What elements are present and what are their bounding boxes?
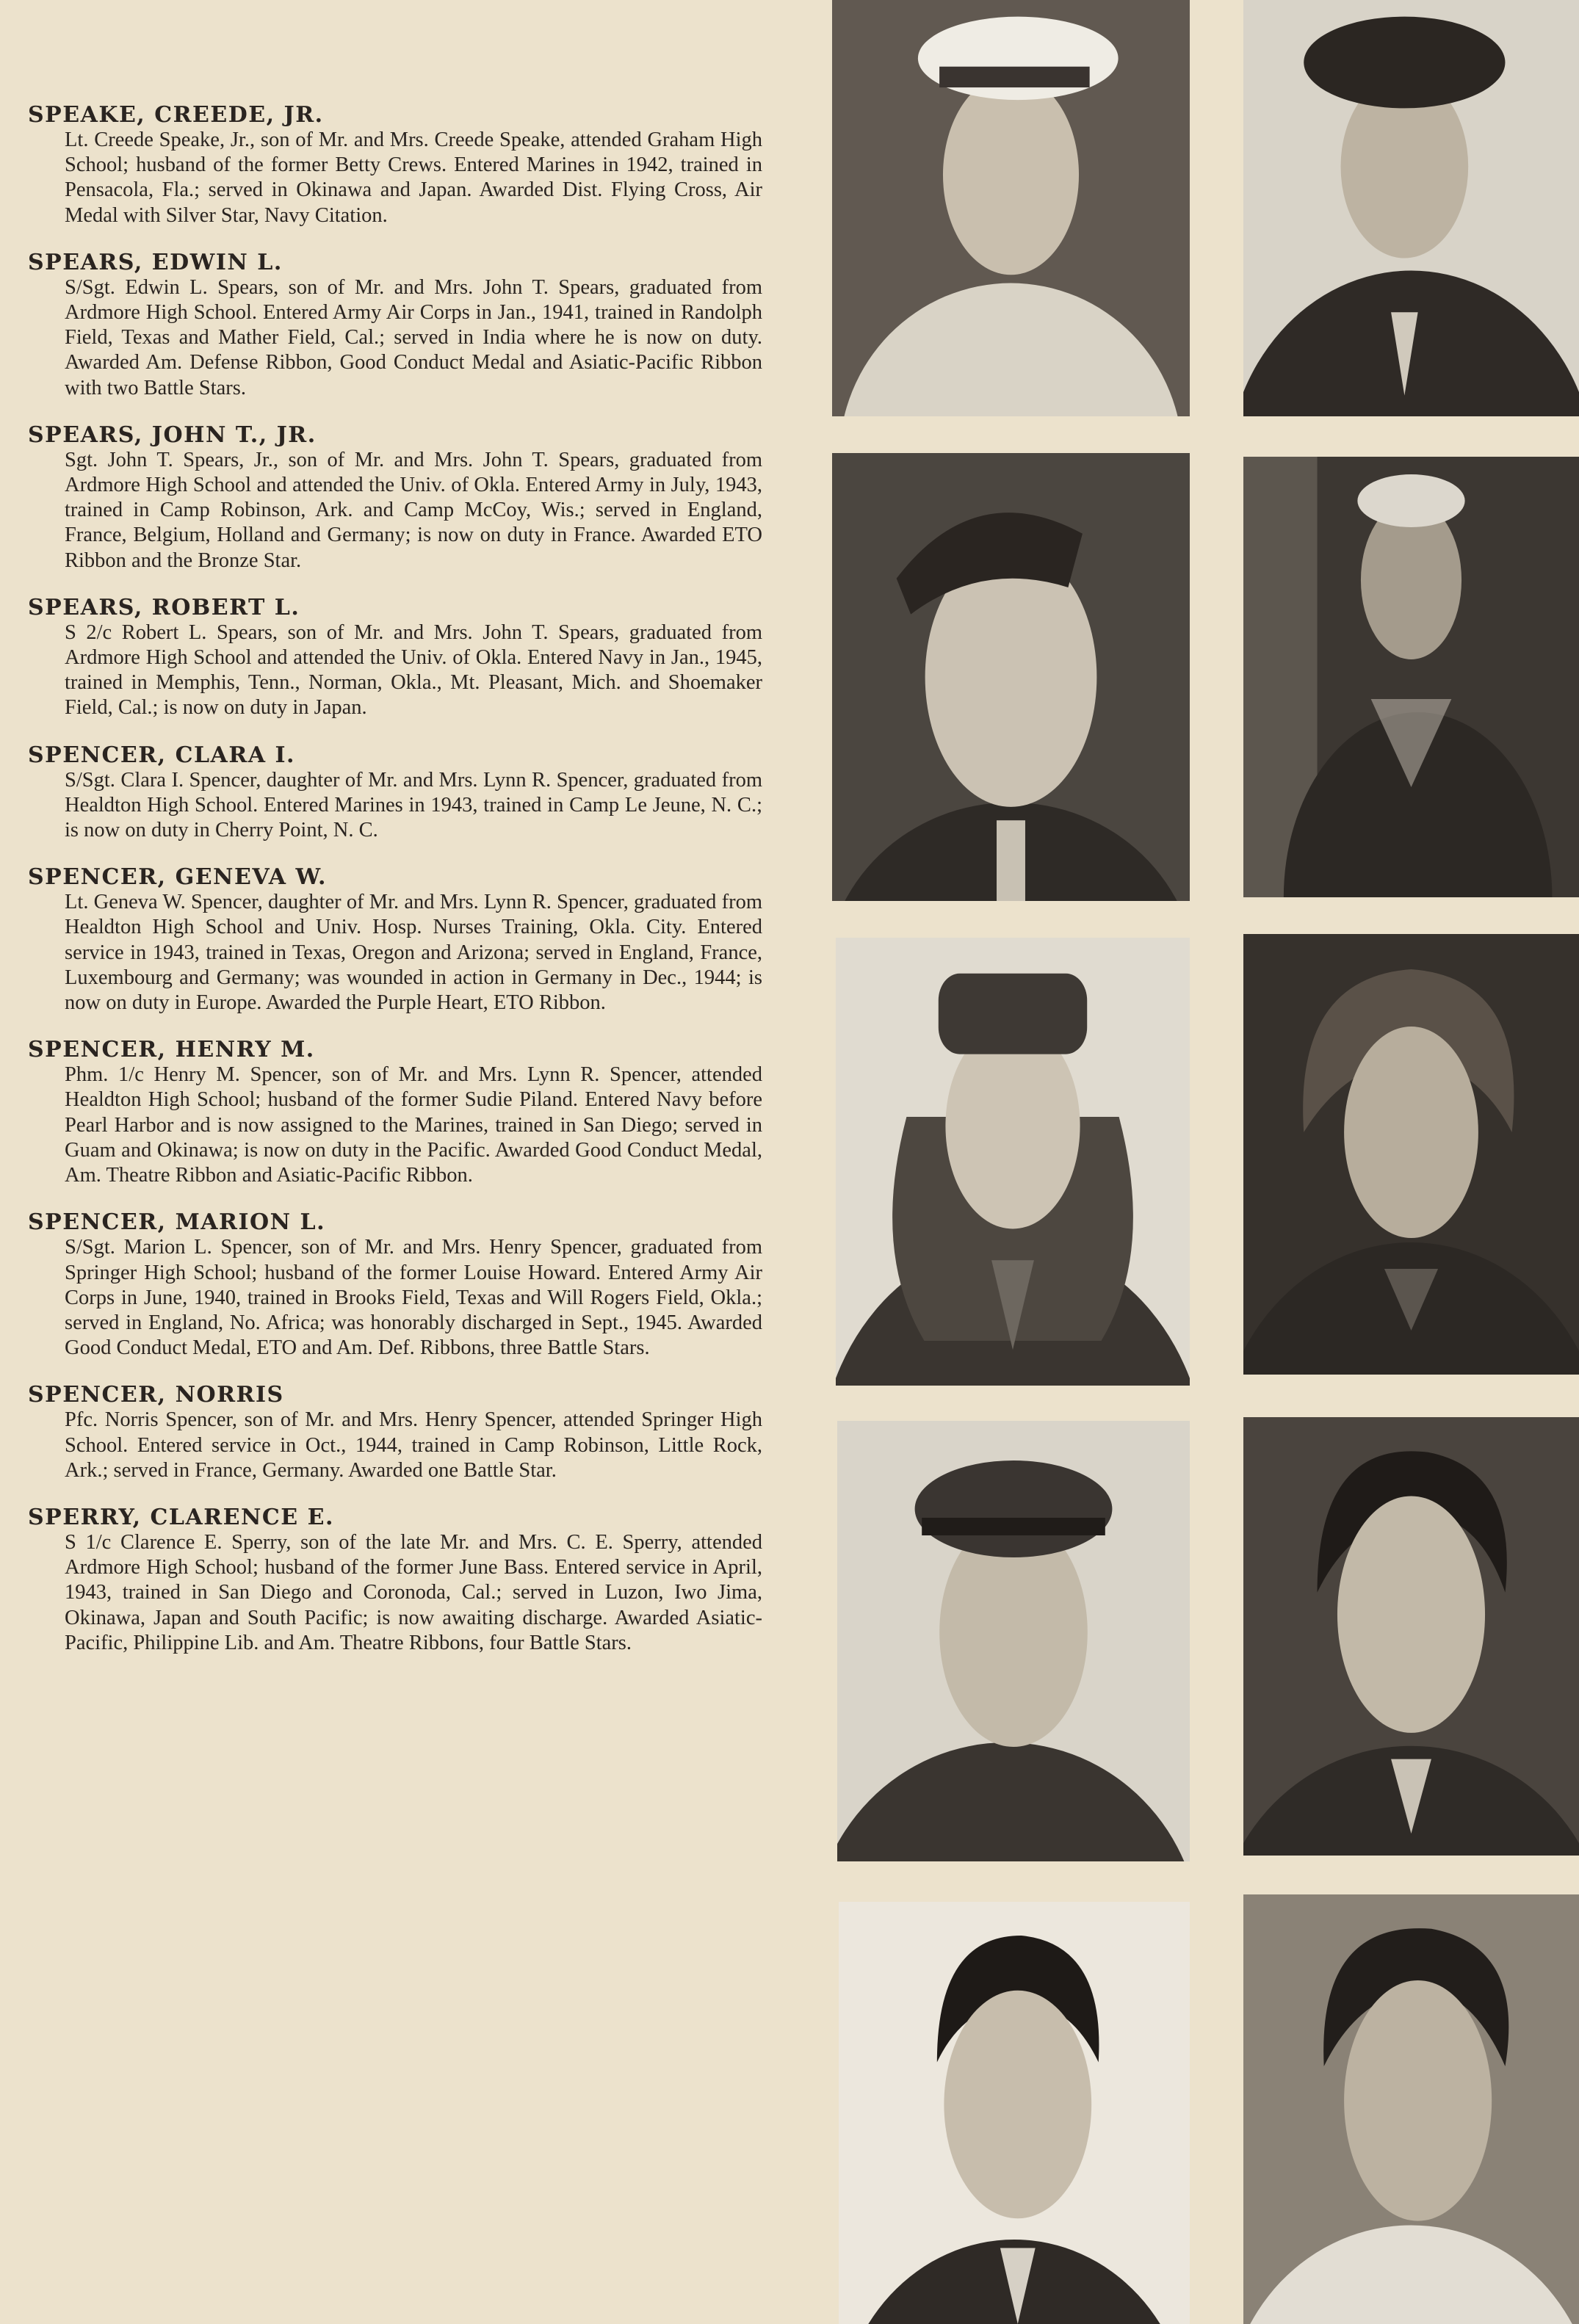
entry-spencer-henry [28, 1038, 762, 1188]
entry-name: SPENCER, HENRY M. [28, 1037, 315, 1063]
entry-name: SPENCER, NORRIS [28, 1382, 284, 1408]
entry-spencer-geneva [28, 865, 762, 1016]
entry-sperry-clarence [28, 1505, 762, 1656]
entry-spencer-clara [28, 743, 762, 844]
entry-spears-robert [28, 596, 762, 721]
entry-name: SPEAKE, CREEDE, JR. [28, 102, 324, 128]
entry-bio: Pfc. Norris Spencer, son of Mr. and Mrs. Henry Spencer, attended Springer High School. Entered service in Oct., 1944, trained in Camp Robinson, Little Rock, Ark.; served in France, Germany. Awarded one Battle Star. [65, 1408, 762, 1482]
portrait-spencer-geneva [1243, 934, 1579, 1375]
entry-name: SPEARS, JOHN T., JR. [28, 421, 317, 448]
portrait-spears-john [832, 453, 1190, 901]
portrait-spencer-clara [836, 938, 1190, 1386]
entry-bio: Lt. Creede Speake, Jr., son of Mr. and Mrs. Creede Speake, attended Graham High School; husband of the former Betty Crews. Entered Marines in 1942, trained in Pensacola, Fla.; served in Okinawa and Japan. Awarded Dist. Flying Cross, Air Medal with Silver Star, Navy Citation. [65, 128, 762, 227]
entry-name: SPEARS, ROBERT L. [28, 594, 300, 620]
entry-bio: S/Sgt. Edwin L. Spears, son of Mr. and Mrs. John T. Spears, graduated from Ardmore High School. Entered Army Air Corps in Jan., 1941, trained in Randolph Field, Texas and Mather Field, Cal.; served in India where he is now on duty. Awarded Am. Defense Ribbon, Good Conduct Medal and Asiatic-Pacific Ribbon with two Battle Stars. [65, 275, 762, 399]
entry-speake-creede [28, 103, 762, 228]
entry-bio: S/Sgt. Clara I. Spencer, daughter of Mr. and Mrs. Lynn R. Spencer, graduated from Healdton High School. Entered Marines in 1943, trained in Camp Le Jeune, N. C.; is now on duty in Cherry Point, N. C. [65, 768, 762, 842]
entry-bio: S/Sgt. Marion L. Spencer, son of Mr. and Mrs. Henry Spencer, graduated from Springer High School; husband of the former Louise Howard. Entered Army Air Corps in June, 1940, trained in Brooks Field, Texas and Will Rogers Field, Okla.; served in England, No. Africa; was honorably discharged in Sept., 1945. Awarded Good Conduct Medal, ETO and Am. Def. Ribbons, three Battle Stars. [65, 1236, 762, 1360]
entry-name: SPEARS, EDWIN L. [28, 249, 283, 275]
entry-name: SPENCER, MARION L. [28, 1209, 326, 1236]
entry-bio: Lt. Geneva W. Spencer, daughter of Mr. and Mrs. Lynn R. Spencer, graduated from Healdton High School and Univ. Hosp. Nurses Training, Okla. City. Entered service in 1943, trained in Texas, Oregon and Arizona; served in England, France, Luxembourg and Germany; was wounded in action in Germany in Dec., 1944; is now on duty in Europe. Awarded the Purple Heart, ETO Ribbon. [65, 891, 762, 1015]
entry-spears-edwin [28, 250, 762, 401]
portrait-sperry-clarence [1243, 1894, 1579, 2324]
entry-spencer-marion [28, 1210, 762, 1361]
entry-spears-john [28, 423, 762, 573]
entry-bio: Phm. 1/c Henry M. Spencer, son of Mr. and Mrs. Lynn R. Spencer, attended Healdton High School; husband of the former Sudie Piland. Entered Navy before Pearl Harbor and is now assigned to the Marines, trained in San Diego; served in Guam and Okinawa; is now on duty in the Pacific. Awarded Good Conduct Medal, Am. Theatre Ribbon and Asiatic-Pacific Ribbon. [65, 1063, 762, 1187]
portrait-spencer-norris [839, 1902, 1190, 2324]
entry-bio: Sgt. John T. Spears, Jr., son of Mr. and Mrs. John T. Spears, graduated from Ardmore High School and attended the Univ. of Okla. Entered Army in July, 1943, trained in Camp Robinson, Ark. and Camp McCoy, Wis.; served in England, France, Belgium, Holland and Germany; is now on duty in France. Awarded ETO Ribbon and the Bronze Star. [65, 448, 762, 572]
entry-bio: S 2/c Robert L. Spears, son of Mr. and Mrs. John T. Spears, graduated from Ardmore High School and attended the Univ. of Okla. Entered Navy in Jan., 1945, trained in Memphis, Tenn., Norman, Okla., Mt. Pleasant, Mich. and Shoemaker Field, Cal.; is now on duty in Japan. [65, 620, 762, 720]
entry-name: SPERRY, CLARENCE E. [28, 1504, 334, 1530]
entry-name: SPENCER, GENEVA W. [28, 864, 327, 891]
portrait-speake-creede [832, 0, 1190, 416]
entry-name: SPENCER, CLARA I. [28, 742, 295, 768]
biography-column [28, 103, 762, 1678]
portrait-spencer-henry [837, 1421, 1190, 1861]
portrait-spencer-marion [1243, 1417, 1579, 1856]
entry-spencer-norris [28, 1383, 762, 1483]
portrait-spears-robert [1243, 457, 1579, 897]
portrait-spears-edwin [1243, 0, 1579, 416]
entry-bio: S 1/c Clarence E. Sperry, son of the late Mr. and Mrs. C. E. Sperry, attended Ardmore High School; husband of the former June Bass. Entered service in April, 1943, trained in San Diego and Coronoda, Cal.; served in Luzon, Iwo Jima, Okinawa, Japan and South Pacific; is now awaiting discharge. Awarded Asiatic-Pacific, Philippine Lib. and Am. Theatre Ribbons, four Battle Stars. [65, 1530, 762, 1654]
